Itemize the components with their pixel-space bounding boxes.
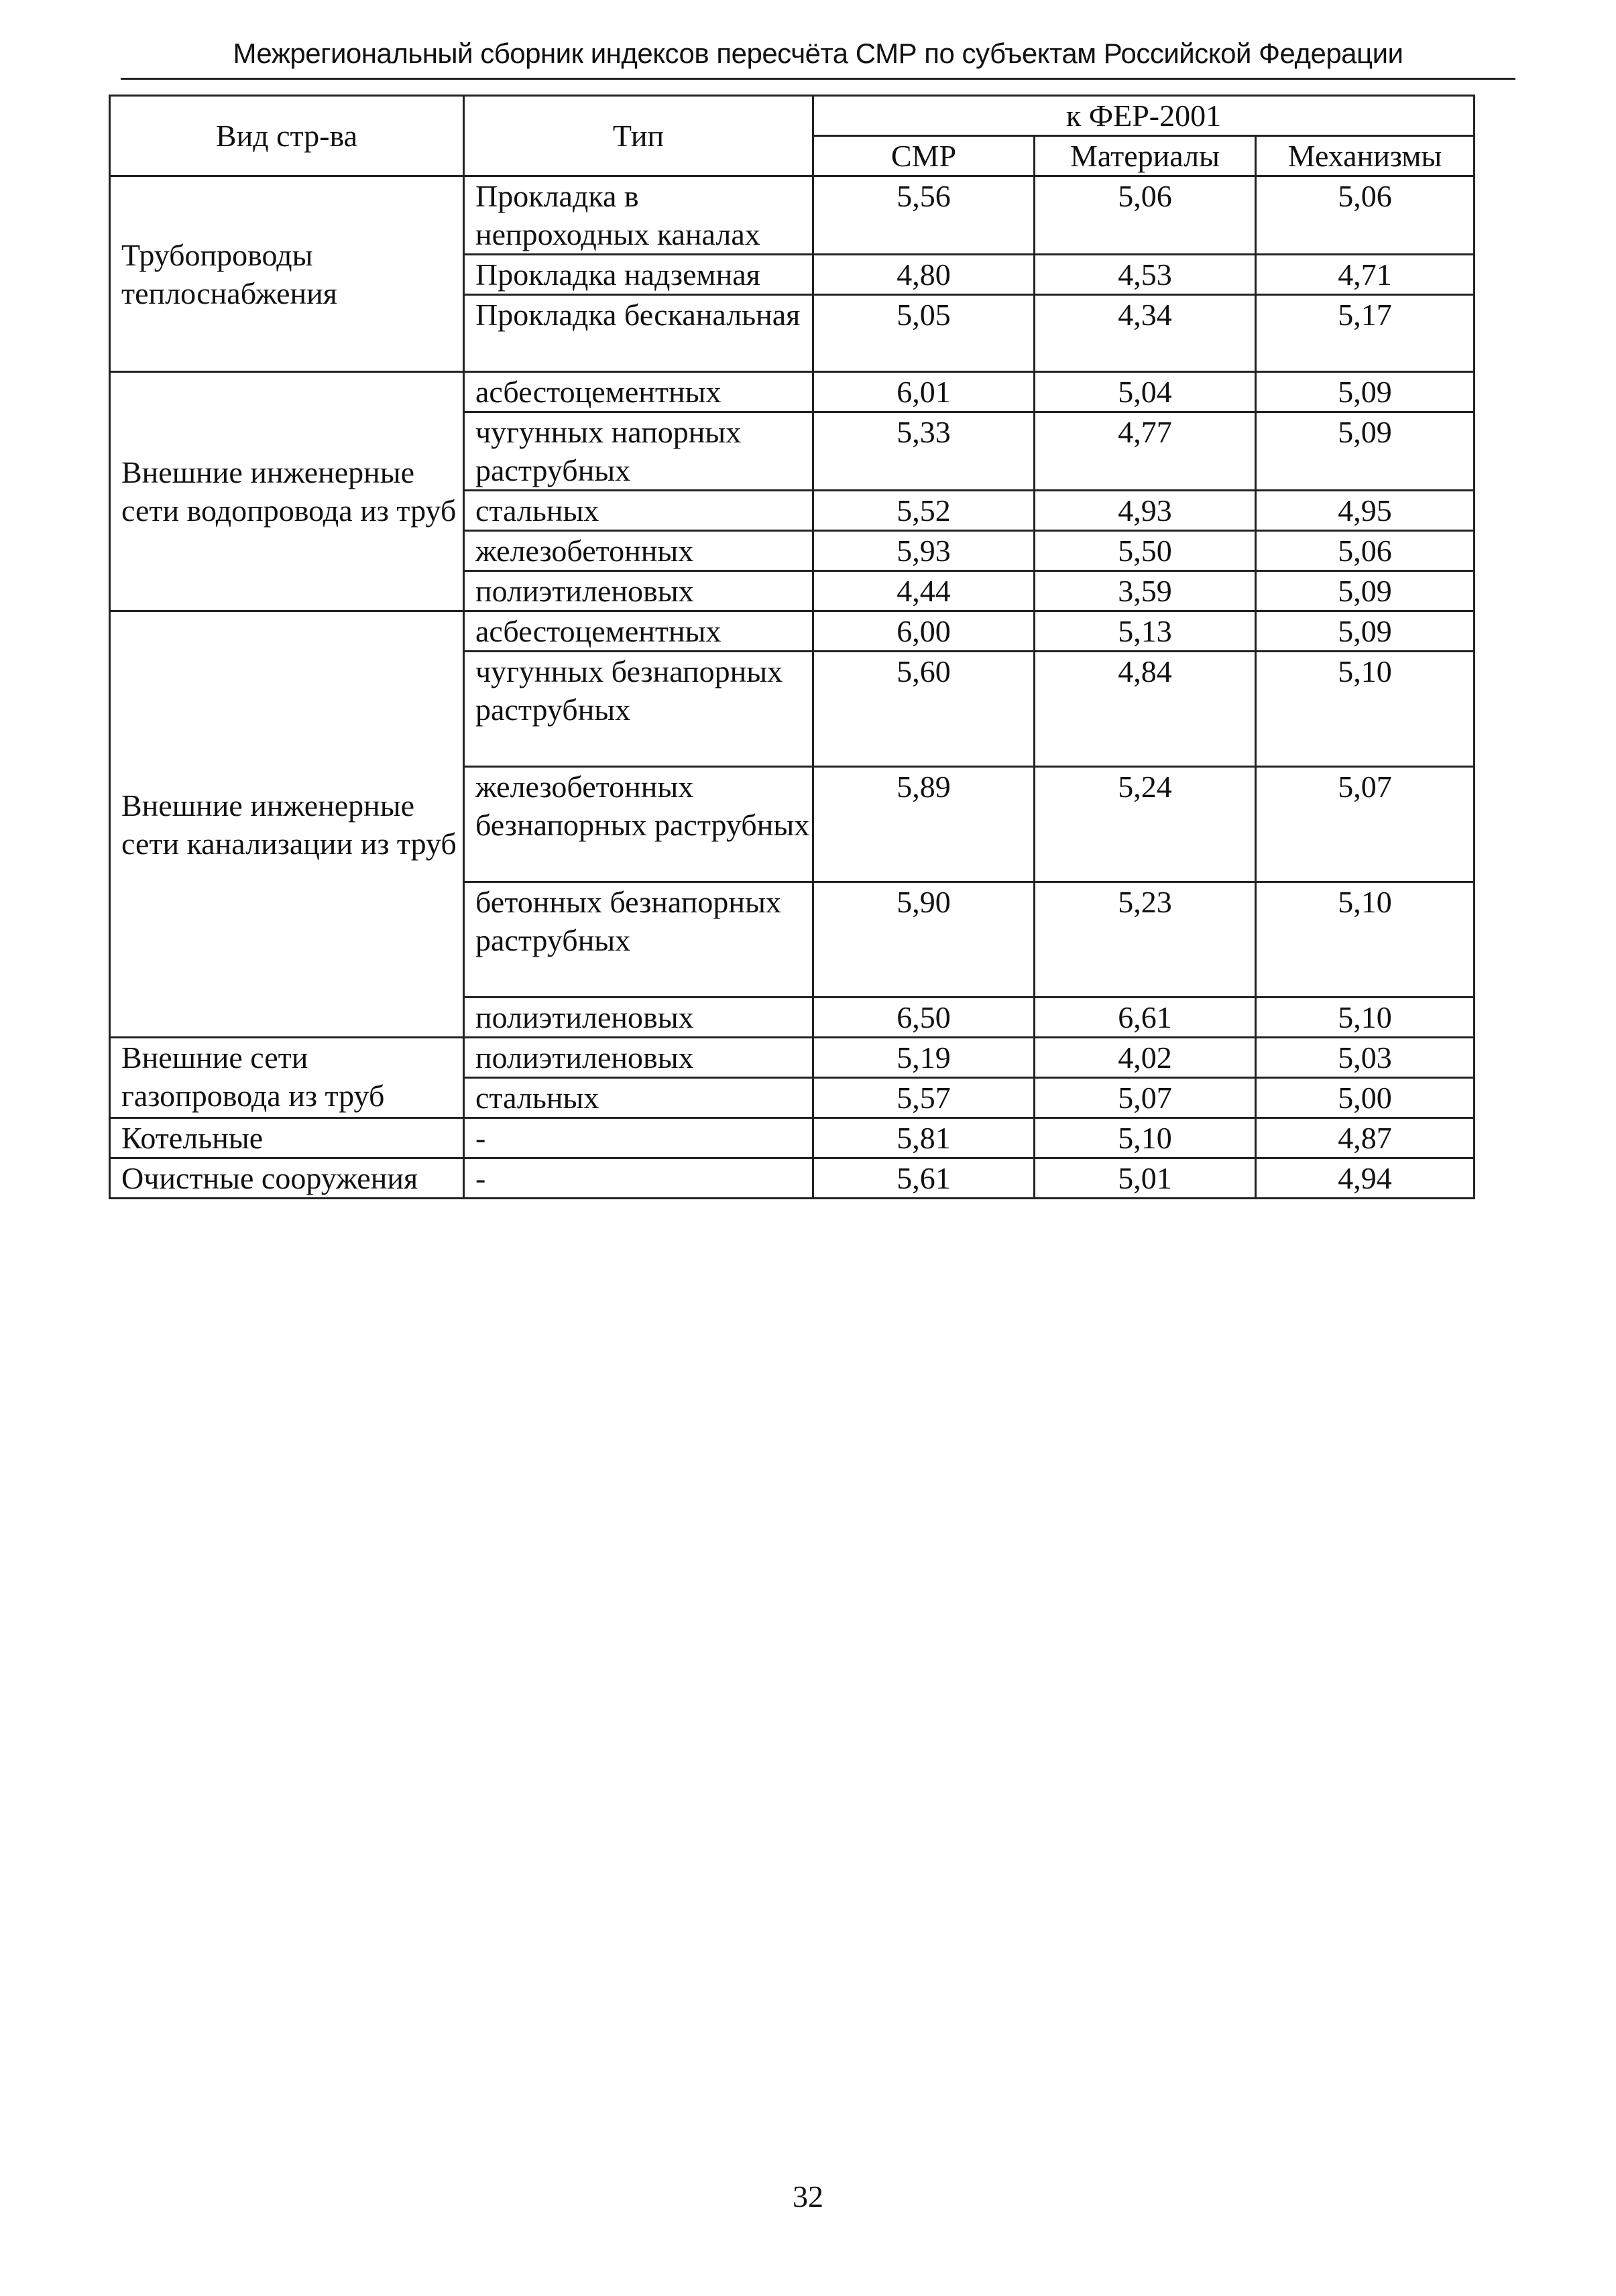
row-smr: 5,60 [813, 652, 1035, 767]
row-mat: 5,23 [1035, 882, 1256, 998]
row-tip: асбестоцементных [464, 611, 813, 652]
row-smr: 6,00 [813, 611, 1035, 652]
row-smr: 5,05 [813, 295, 1035, 372]
row-mech: 5,03 [1256, 1038, 1475, 1078]
row-tip: стальных [464, 1078, 813, 1118]
row-tip: полиэтиленовых [464, 571, 813, 611]
row-mech: 5,10 [1256, 882, 1475, 998]
row-vid: Внешние инженерные сети канализации из труб [110, 611, 464, 1038]
col-header-smr: СМР [813, 136, 1035, 176]
row-mat: 5,04 [1035, 372, 1256, 412]
row-tip: Прокладка в непроходных каналах [464, 176, 813, 255]
table-row [110, 1118, 1475, 1158]
row-mech: 5,10 [1256, 652, 1475, 767]
row-vid: Котельные [110, 1118, 464, 1158]
row-mech: 4,94 [1256, 1158, 1475, 1199]
row-smr: 5,57 [813, 1078, 1035, 1118]
row-mat: 3,59 [1035, 571, 1256, 611]
row-vid: Трубопроводы теплоснабжения [110, 176, 464, 372]
row-smr: 4,44 [813, 571, 1035, 611]
row-mech: 5,10 [1256, 998, 1475, 1038]
table-row [110, 1038, 1475, 1078]
row-mech: 5,07 [1256, 767, 1475, 882]
index-table [109, 95, 1475, 1199]
row-tip: - [464, 1118, 813, 1158]
col-header-mech: Механизмы [1256, 136, 1475, 176]
row-tip: Прокладка надземная [464, 255, 813, 295]
col-header-mat: Материалы [1035, 136, 1256, 176]
page-number: 32 [793, 2179, 823, 2214]
row-smr: 5,33 [813, 412, 1035, 491]
table-row [110, 176, 1475, 255]
row-smr: 5,56 [813, 176, 1035, 255]
row-mech: 5,06 [1256, 176, 1475, 255]
row-tip: стальных [464, 491, 813, 531]
row-smr: 5,52 [813, 491, 1035, 531]
row-mech: 5,09 [1256, 372, 1475, 412]
row-mat: 4,84 [1035, 652, 1256, 767]
row-mat: 4,34 [1035, 295, 1256, 372]
row-mat: 5,07 [1035, 1078, 1256, 1118]
row-vid: Внешние инженерные сети водопровода из труб [110, 372, 464, 611]
col-header-tip: Тип [464, 96, 813, 176]
row-tip: полиэтиленовых [464, 1038, 813, 1078]
row-smr: 5,19 [813, 1038, 1035, 1078]
row-mat: 4,53 [1035, 255, 1256, 295]
row-mat: 5,06 [1035, 176, 1256, 255]
row-tip: железобетонных [464, 531, 813, 571]
row-smr: 5,89 [813, 767, 1035, 882]
row-tip: чугунных напорных раструбных [464, 412, 813, 491]
row-smr: 6,01 [813, 372, 1035, 412]
row-smr: 5,61 [813, 1158, 1035, 1199]
page-header: Межрегиональный сборник индексов пересчёта СМР по субъектам Российской Федерации [233, 38, 1403, 69]
row-mech: 5,09 [1256, 412, 1475, 491]
row-mat: 4,93 [1035, 491, 1256, 531]
row-mat: 5,24 [1035, 767, 1256, 882]
row-smr: 5,93 [813, 531, 1035, 571]
table-row [110, 611, 1475, 652]
header-rule [121, 78, 1515, 80]
col-header-vid: Вид стр-ва [110, 96, 464, 176]
row-smr: 4,80 [813, 255, 1035, 295]
row-tip: чугунных безнапорных раструбных [464, 652, 813, 767]
row-vid: Внешние сети газопровода из труб [110, 1038, 464, 1118]
row-mat: 5,01 [1035, 1158, 1256, 1199]
row-mat: 4,77 [1035, 412, 1256, 491]
row-vid: Очистные сооружения [110, 1158, 464, 1199]
row-mech: 4,71 [1256, 255, 1475, 295]
row-mat: 5,13 [1035, 611, 1256, 652]
row-mat: 5,50 [1035, 531, 1256, 571]
row-smr: 5,90 [813, 882, 1035, 998]
row-mech: 5,09 [1256, 571, 1475, 611]
row-smr: 6,50 [813, 998, 1035, 1038]
col-header-group: к ФЕР-2001 [813, 96, 1475, 136]
row-smr: 5,81 [813, 1118, 1035, 1158]
table-row [110, 372, 1475, 412]
row-mech: 5,00 [1256, 1078, 1475, 1118]
row-mech: 5,06 [1256, 531, 1475, 571]
row-tip: полиэтиленовых [464, 998, 813, 1038]
row-mech: 5,09 [1256, 611, 1475, 652]
row-mat: 4,02 [1035, 1038, 1256, 1078]
row-mech: 5,17 [1256, 295, 1475, 372]
row-tip: Прокладка бесканальная [464, 295, 813, 372]
row-tip: асбестоцементных [464, 372, 813, 412]
row-mech: 4,87 [1256, 1118, 1475, 1158]
table-row [110, 1158, 1475, 1199]
row-mech: 4,95 [1256, 491, 1475, 531]
row-mat: 6,61 [1035, 998, 1256, 1038]
row-tip: бетонных безнапорных раструбных [464, 882, 813, 998]
row-mat: 5,10 [1035, 1118, 1256, 1158]
row-tip: - [464, 1158, 813, 1199]
row-tip: железобетонных безнапорных раструбных [464, 767, 813, 882]
